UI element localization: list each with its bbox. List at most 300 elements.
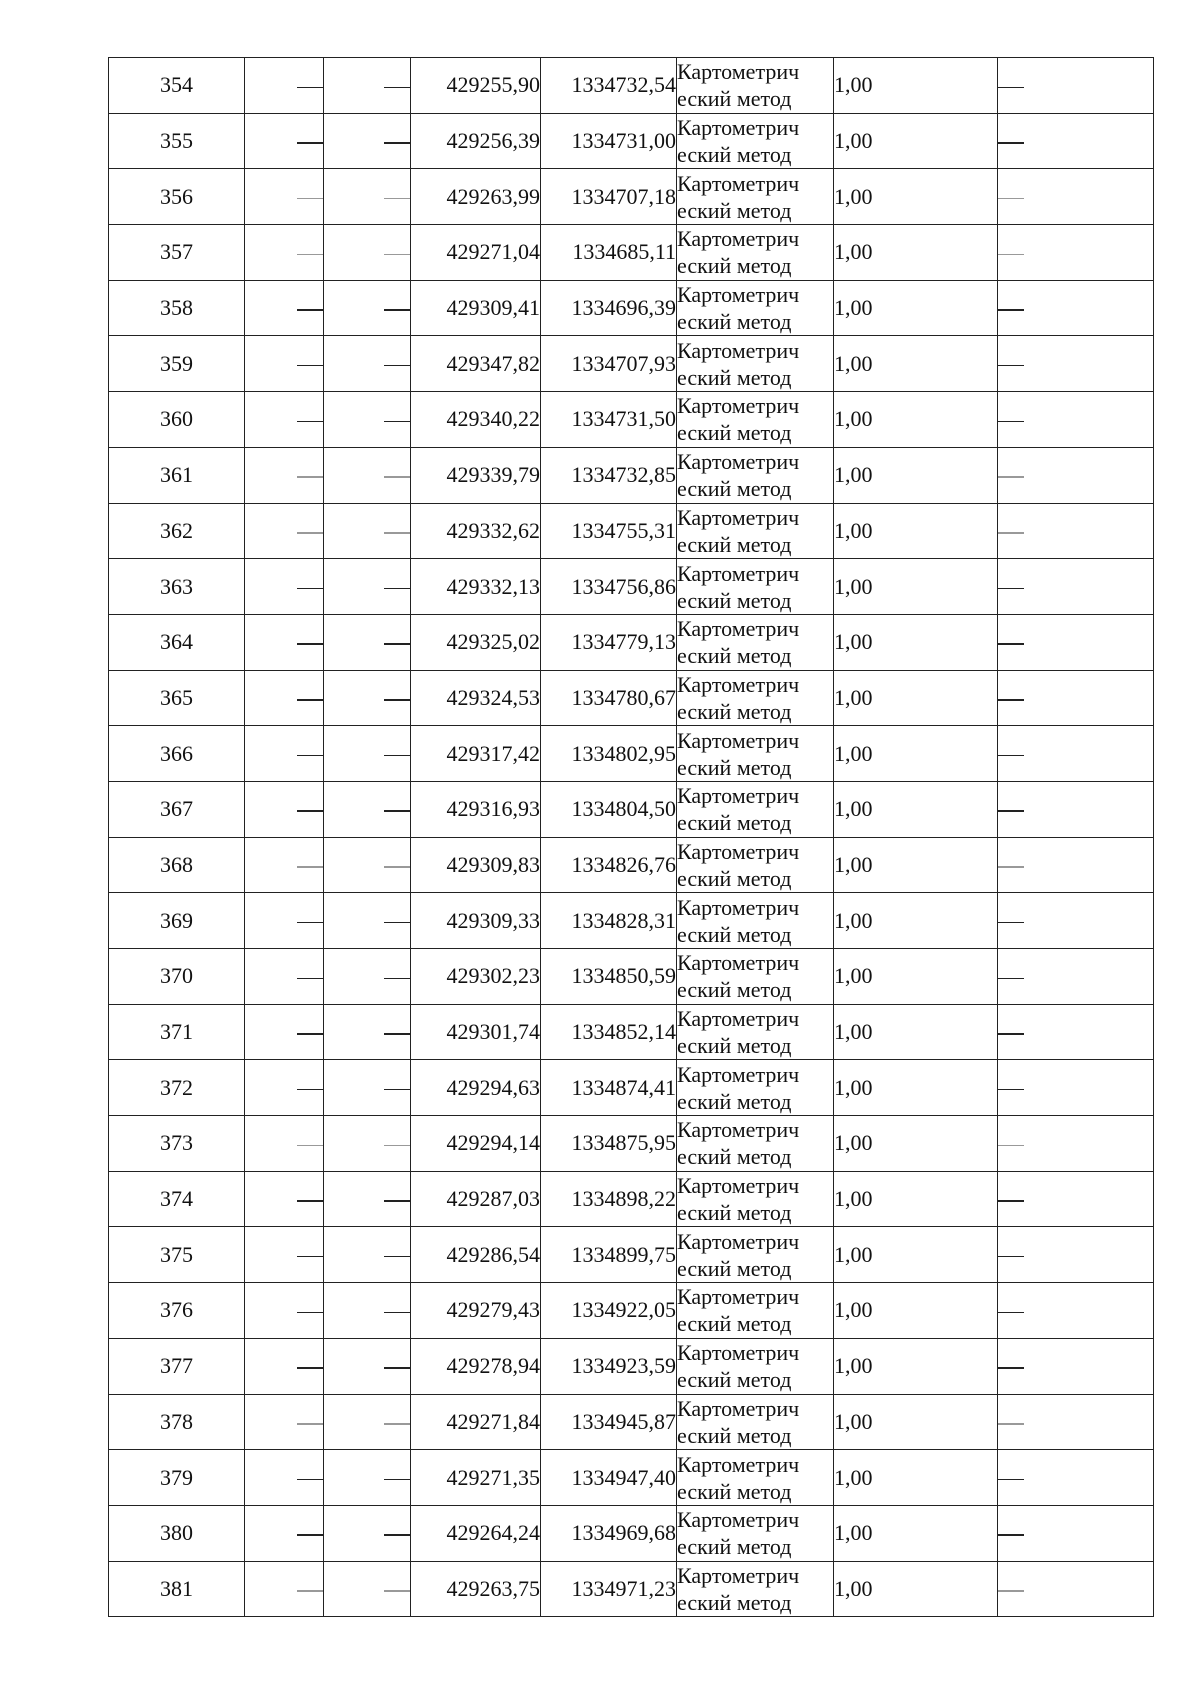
point-number-cell [109,169,245,225]
x-coordinate: 429324,53 [446,684,540,710]
accuracy-value: 1,00 [834,796,873,822]
point-number: 372 [160,1074,193,1100]
dash-mark [384,1534,410,1536]
empty-cell-1 [245,169,324,225]
accuracy-value: 1,00 [834,1575,873,1601]
x-coordinate: 429301,74 [446,1019,540,1045]
point-number: 361 [160,462,193,488]
method-line-1: Картометрич [677,838,800,864]
x-coordinate-cell [411,670,541,726]
method-line-2: еский метод [677,1367,792,1393]
dash-mark [998,1200,1024,1202]
accuracy-value: 1,00 [834,517,873,543]
dash-mark [384,810,410,812]
point-number: 367 [160,796,193,822]
accuracy-value: 1,00 [834,1520,873,1546]
method-line-2: еский метод [677,1422,792,1448]
y-coordinate: 1334852,14 [571,1019,676,1045]
accuracy-value: 1,00 [834,1241,873,1267]
y-coordinate-cell [541,781,677,837]
x-coordinate-cell [411,1505,541,1561]
method-line-2: еский метод [677,1311,792,1337]
x-coordinate: 429332,13 [446,573,540,599]
empty-cell-2 [324,1450,411,1506]
empty-cell-2 [324,559,411,615]
y-coordinate: 1334707,93 [571,350,676,376]
empty-cell-1 [245,503,324,559]
dash-mark [998,254,1024,256]
table-row [109,726,1154,782]
method-cell [677,1116,834,1172]
empty-cell-1 [245,1060,324,1116]
y-coordinate-cell [541,837,677,893]
accuracy-cell [834,1338,998,1394]
point-number: 365 [160,684,193,710]
method-line-1: Картометрич [677,950,800,976]
method-line-1: Картометрич [677,1006,800,1032]
x-coordinate-cell [411,113,541,169]
y-coordinate: 1334923,59 [571,1353,676,1379]
method-line-1: Картометрич [677,170,800,196]
method-line-1: Картометрич [677,1507,800,1533]
x-coordinate: 429302,23 [446,963,540,989]
empty-cell-1 [245,336,324,392]
point-number: 379 [160,1464,193,1490]
accuracy-value: 1,00 [834,350,873,376]
dash-mark [297,254,323,256]
point-number-cell [109,893,245,949]
y-coordinate-cell [541,336,677,392]
dash-mark [998,699,1024,701]
accuracy-cell [834,392,998,448]
method-line-2: еский метод [677,364,792,390]
y-coordinate: 1334756,86 [571,573,676,599]
x-coordinate-cell [411,559,541,615]
point-number: 380 [160,1520,193,1546]
note-cell [998,1338,1154,1394]
point-number: 358 [160,295,193,321]
point-number-cell [109,113,245,169]
x-coordinate: 429340,22 [446,406,540,432]
note-cell [998,225,1154,281]
method-cell [677,1450,834,1506]
table-row [109,837,1154,893]
point-number: 364 [160,629,193,655]
x-coordinate: 429278,94 [446,1353,540,1379]
accuracy-cell [834,169,998,225]
coordinates-table [108,57,1154,1617]
empty-cell-2 [324,1505,411,1561]
method-cell [677,726,834,782]
empty-cell-1 [245,726,324,782]
dash-mark [297,866,323,868]
point-number: 375 [160,1241,193,1267]
note-cell [998,837,1154,893]
method-cell [677,670,834,726]
y-coordinate: 1334696,39 [571,295,676,321]
method-line-2: еский метод [677,1033,792,1059]
point-number-cell [109,280,245,336]
method-line-1: Картометрич [677,894,800,920]
y-coordinate-cell [541,1060,677,1116]
method-cell [677,1060,834,1116]
accuracy-value: 1,00 [834,1297,873,1323]
point-number: 381 [160,1575,193,1601]
dash-mark [297,1367,323,1369]
accuracy-cell [834,113,998,169]
method-line-1: Картометрич [677,1340,800,1366]
accuracy-value: 1,00 [834,1019,873,1045]
dash-mark [998,978,1024,980]
empty-cell-2 [324,1394,411,1450]
x-coordinate: 429271,35 [446,1464,540,1490]
method-line-2: еский метод [677,1478,792,1504]
dash-mark [998,810,1024,812]
empty-cell-2 [324,893,411,949]
x-coordinate-cell [411,58,541,114]
x-coordinate: 429263,75 [446,1575,540,1601]
y-coordinate-cell [541,614,677,670]
method-line-1: Картометрич [677,1395,800,1421]
table-row [109,1505,1154,1561]
method-cell [677,503,834,559]
y-coordinate: 1334802,95 [571,740,676,766]
x-coordinate: 429316,93 [446,796,540,822]
point-number: 371 [160,1019,193,1045]
method-line-1: Картометрич [677,282,800,308]
note-cell [998,113,1154,169]
point-number: 370 [160,963,193,989]
accuracy-cell [834,559,998,615]
empty-cell-1 [245,225,324,281]
y-coordinate: 1334828,31 [571,907,676,933]
dash-mark [384,198,410,200]
method-line-2: еский метод [677,1534,792,1560]
y-coordinate-cell [541,58,677,114]
y-coordinate-cell [541,447,677,503]
table-row [109,392,1154,448]
y-coordinate: 1334922,05 [571,1297,676,1323]
table-row [109,1561,1154,1617]
y-coordinate-cell [541,1450,677,1506]
method-line-1: Картометрич [677,1284,800,1310]
y-coordinate-cell [541,1338,677,1394]
x-coordinate-cell [411,1227,541,1283]
method-line-1: Картометрич [677,115,800,141]
dash-mark [998,1089,1024,1091]
empty-cell-1 [245,447,324,503]
point-number: 368 [160,851,193,877]
empty-cell-2 [324,225,411,281]
y-coordinate: 1334732,85 [571,462,676,488]
table-row [109,670,1154,726]
dash-mark [297,978,323,980]
empty-cell-2 [324,781,411,837]
point-number: 366 [160,740,193,766]
method-line-1: Картометрич [677,1117,800,1143]
point-number-cell [109,447,245,503]
y-coordinate-cell [541,1505,677,1561]
dash-mark [297,532,323,534]
method-line-2: еский метод [677,1589,792,1615]
table-row [109,559,1154,615]
dash-mark [297,810,323,812]
y-coordinate: 1334971,23 [571,1575,676,1601]
y-coordinate: 1334850,59 [571,963,676,989]
method-line-2: еский метод [677,86,792,112]
empty-cell-1 [245,1227,324,1283]
note-cell [998,280,1154,336]
method-cell [677,1338,834,1394]
accuracy-cell [834,280,998,336]
accuracy-value: 1,00 [834,851,873,877]
accuracy-cell [834,58,998,114]
y-coordinate: 1334874,41 [571,1074,676,1100]
accuracy-value: 1,00 [834,1130,873,1156]
point-number-cell [109,1060,245,1116]
empty-cell-1 [245,837,324,893]
dash-mark [384,699,410,701]
dash-mark [998,588,1024,590]
point-number-cell [109,225,245,281]
method-cell [677,392,834,448]
accuracy-value: 1,00 [834,907,873,933]
table-row [109,1338,1154,1394]
method-line-1: Картометрич [677,504,800,530]
y-coordinate-cell [541,1171,677,1227]
x-coordinate-cell [411,837,541,893]
x-coordinate: 429332,62 [446,517,540,543]
dash-mark [297,1479,323,1481]
accuracy-value: 1,00 [834,406,873,432]
method-line-1: Картометрич [677,1228,800,1254]
note-cell [998,336,1154,392]
table-row [109,949,1154,1005]
method-line-1: Картометрич [677,1562,800,1588]
method-cell [677,280,834,336]
y-coordinate-cell [541,1004,677,1060]
x-coordinate: 429309,33 [446,907,540,933]
empty-cell-2 [324,949,411,1005]
dash-mark [297,476,323,478]
point-number-cell [109,58,245,114]
empty-cell-2 [324,1060,411,1116]
point-number-cell [109,1116,245,1172]
method-line-2: еский метод [677,1088,792,1114]
x-coordinate-cell [411,1004,541,1060]
accuracy-cell [834,1283,998,1339]
x-coordinate-cell [411,1394,541,1450]
dash-mark [998,309,1024,311]
y-coordinate-cell [541,1394,677,1450]
empty-cell-1 [245,113,324,169]
dash-mark [384,1089,410,1091]
dash-mark [384,365,410,367]
x-coordinate-cell [411,225,541,281]
dash-mark [297,309,323,311]
point-number: 355 [160,128,193,154]
x-coordinate-cell [411,1283,541,1339]
point-number-cell [109,1505,245,1561]
x-coordinate-cell [411,503,541,559]
method-cell [677,447,834,503]
table-row [109,169,1154,225]
method-cell [677,225,834,281]
accuracy-value: 1,00 [834,239,873,265]
note-cell [998,726,1154,782]
point-number: 359 [160,350,193,376]
x-coordinate: 429317,42 [446,740,540,766]
accuracy-cell [834,1004,998,1060]
note-cell [998,1561,1154,1617]
point-number: 377 [160,1353,193,1379]
point-number-cell [109,1171,245,1227]
dash-mark [384,978,410,980]
method-line-2: еский метод [677,698,792,724]
accuracy-value: 1,00 [834,740,873,766]
accuracy-cell [834,726,998,782]
dash-mark [297,1145,323,1147]
note-cell [998,1394,1154,1450]
table-row [109,1116,1154,1172]
y-coordinate: 1334945,87 [571,1408,676,1434]
point-number: 374 [160,1186,193,1212]
accuracy-value: 1,00 [834,573,873,599]
y-coordinate: 1334779,13 [571,629,676,655]
y-coordinate: 1334731,00 [571,128,676,154]
note-cell [998,559,1154,615]
method-cell [677,1227,834,1283]
dash-mark [297,755,323,757]
empty-cell-1 [245,559,324,615]
method-cell [677,559,834,615]
accuracy-cell [834,1116,998,1172]
accuracy-cell [834,1561,998,1617]
accuracy-cell [834,1450,998,1506]
method-line-1: Картометрич [677,337,800,363]
table-row [109,1394,1154,1450]
dash-mark [384,476,410,478]
y-coordinate: 1334969,68 [571,1520,676,1546]
empty-cell-1 [245,58,324,114]
empty-cell-1 [245,1394,324,1450]
y-coordinate-cell [541,726,677,782]
method-line-2: еский метод [677,865,792,891]
x-coordinate: 429325,02 [446,629,540,655]
note-cell [998,1116,1154,1172]
empty-cell-1 [245,1283,324,1339]
point-number-cell [109,392,245,448]
dash-mark [384,532,410,534]
note-cell [998,949,1154,1005]
dash-mark [297,1089,323,1091]
dash-mark [297,1590,323,1592]
empty-cell-1 [245,670,324,726]
empty-cell-2 [324,447,411,503]
accuracy-cell [834,893,998,949]
method-line-1: Картометрич [677,393,800,419]
point-number-cell [109,781,245,837]
x-coordinate: 429294,63 [446,1074,540,1100]
method-cell [677,58,834,114]
dash-mark [384,755,410,757]
method-cell [677,1505,834,1561]
empty-cell-1 [245,1561,324,1617]
table-row [109,781,1154,837]
dash-mark [384,1145,410,1147]
y-coordinate-cell [541,225,677,281]
empty-cell-2 [324,1561,411,1617]
dash-mark [384,1312,410,1314]
dash-mark [998,643,1024,645]
y-coordinate-cell [541,280,677,336]
point-number-cell [109,336,245,392]
method-cell [677,336,834,392]
point-number-cell [109,1394,245,1450]
note-cell [998,893,1154,949]
point-number-cell [109,949,245,1005]
y-coordinate: 1334898,22 [571,1186,676,1212]
accuracy-cell [834,949,998,1005]
method-cell [677,1171,834,1227]
dash-mark [297,198,323,200]
dash-mark [297,1033,323,1035]
note-cell [998,447,1154,503]
table-row [109,336,1154,392]
point-number: 362 [160,517,193,543]
dash-mark [384,922,410,924]
method-line-2: еский метод [677,420,792,446]
accuracy-cell [834,1505,998,1561]
table-row [109,225,1154,281]
accuracy-value: 1,00 [834,72,873,98]
dash-mark [297,699,323,701]
method-line-1: Картометрич [677,783,800,809]
table-row [109,1283,1154,1339]
empty-cell-2 [324,336,411,392]
y-coordinate: 1334707,18 [571,183,676,209]
x-coordinate-cell [411,1116,541,1172]
note-cell [998,1283,1154,1339]
y-coordinate-cell [541,392,677,448]
empty-cell-2 [324,280,411,336]
accuracy-cell [834,447,998,503]
dash-mark [297,922,323,924]
method-line-2: еский метод [677,643,792,669]
y-coordinate: 1334947,40 [571,1464,676,1490]
x-coordinate: 429286,54 [446,1241,540,1267]
x-coordinate-cell [411,1171,541,1227]
accuracy-value: 1,00 [834,1464,873,1490]
method-line-2: еский метод [677,810,792,836]
accuracy-cell [834,1394,998,1450]
x-coordinate: 429339,79 [446,462,540,488]
note-cell [998,1450,1154,1506]
empty-cell-2 [324,392,411,448]
dash-mark [998,1312,1024,1314]
table-row [109,113,1154,169]
x-coordinate-cell [411,169,541,225]
point-number-cell [109,1283,245,1339]
table-row [109,1171,1154,1227]
dash-mark [384,1367,410,1369]
accuracy-cell [834,670,998,726]
y-coordinate-cell [541,559,677,615]
table-row [109,1450,1154,1506]
x-coordinate-cell [411,280,541,336]
y-coordinate: 1334899,75 [571,1241,676,1267]
method-line-1: Картометрич [677,449,800,475]
